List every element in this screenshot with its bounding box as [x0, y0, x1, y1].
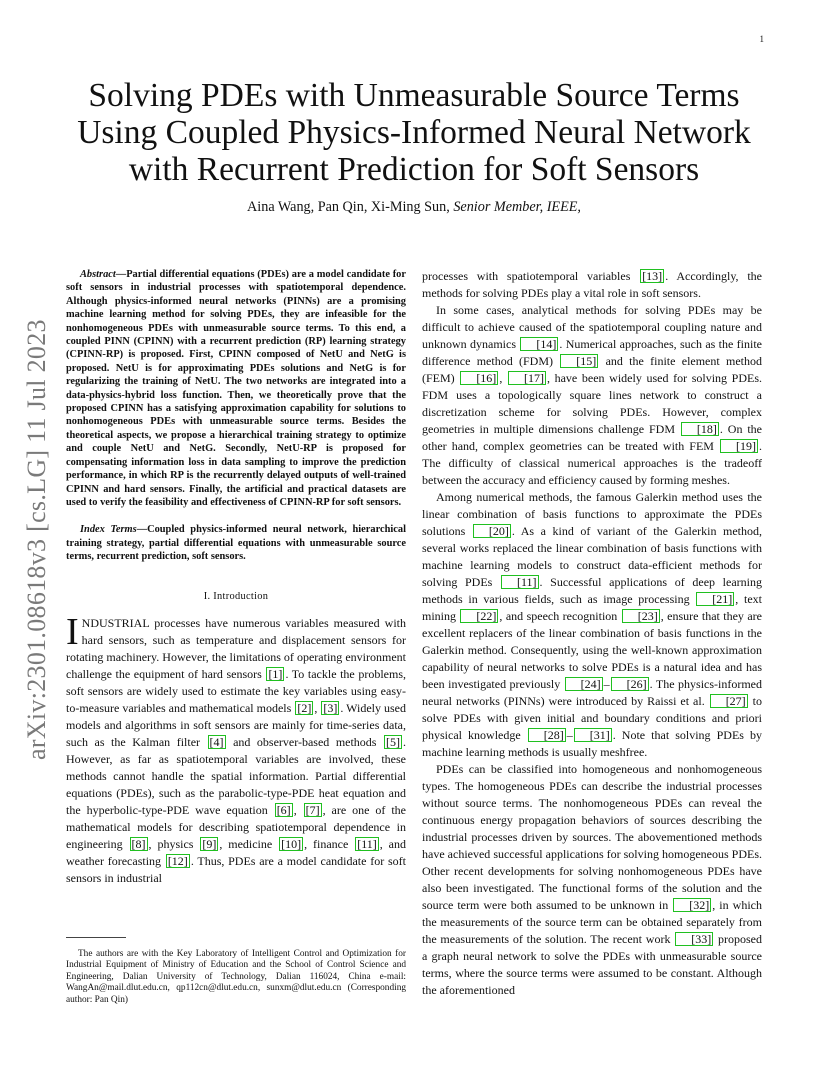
- intro-text: NDUSTRIAL processes have numerous variables measured with hard sensors, such as temperature and displacement sensors for rotating machinery. However, the limitations of operating environment challenge the equipment of hard sensors [1] . To tackle the problems, soft sensors are widely used to estimate the key variables using easy-to-measure variables and mathematical models [2] , [3] . Widely used models and algorithms in soft sensors are mainly for time-series data, such as the Kalman filter [4] and observer-based methods [5] . However, as far as spatiotemporal variables are involved, these methods cannot handle the spatial information. Partial differential equations (PDEs), such as the parabolic-type-PDE heat equation and the hyperbolic-type-PDE wave equation [6] , [7] , are one of the mathematical models for describing spatiotemporal dependence in engineering [8] , physics [9] , medicine [10] , finance [11] , and weather forecasting [12] . Thus, PDEs are a model candidate for soft sensors in industrial: [66, 615, 407, 885]
- citation-link[interactable]: [8]: [131, 836, 146, 851]
- citation-link[interactable]: [21]: [696, 592, 734, 606]
- index-terms-text: —Coupled physics-informed neural network, hierarchical training strategy, partial differential equations with unmeasurable source terms, recurrent prediction, soft sensors.: [66, 524, 406, 563]
- citation-link[interactable]: [15]: [560, 354, 598, 368]
- citation-link[interactable]: [10]: [281, 836, 302, 851]
- right-column: [422, 268, 762, 999]
- body-paragraph: In some cases, analytical methods for solving PDEs may be difficult to achieve caused of the spatiotemporal coupling nature and unknown dynamics [14] . Numerical approaches, such as the finite difference method (FDM) [15] and the finite element method (FEM) [16] , [17] , have been widely used for solving PDEs. FDM uses a topologically square lines network to construct a discretization scheme for solving PDEs. However, complex geometries in multiple dimensions challenge FDM [18] . On the other hand, complex geometries can be treated with FEM [19] . The difficulty of classical numerical approaches is the tradeoff between the accuracy and efficiency caused by forming meshes.: [422, 303, 763, 487]
- body-paragraph: Among numerical methods, the famous Galerkin method uses the linear combination of basis functions to approximate the PDEs solutions [20] . As a kind of variant of the Galerkin method, several works replaced the linear combination of basis functions with machine learning models to construct data-efficient methods for solving PDEs [11] . Successful applications of deep learning methods in various fields, such as image processing [21] , text mining [22] , and speech recognition [23] , ensure that they are excellent replacers of the linear combination of basis functions in the Galerkin method. Consequently, using the well-known approximation capability of neural networks to solve PDEs is a natural idea and has been investigated previously [24] – [26] . The physics-informed neural networks (PINNs) were introduced by Raissi et al. [27] to solve PDEs with given initial and boundary conditions and priori physical knowledge [28] – [31] . Note that solving PDEs by machine learning methods is usually meshfree.: [422, 490, 763, 759]
- citation-link[interactable]: [26]: [611, 677, 649, 691]
- citation-link[interactable]: [6]: [276, 802, 291, 817]
- drop-cap: I: [66, 610, 79, 653]
- author-membership: Senior Member, IEEE,: [453, 199, 581, 215]
- citation-link[interactable]: [24]: [565, 677, 603, 691]
- body-paragraph: PDEs can be classified into homogeneous and nonhomogeneous types. The homogeneous PDEs can describe the industrial processes without source terms. The nonhomogeneous PDEs can reveal the continuous energy propagation behaviors of sources describing the industrial processes driven by sources. The abovementioned methods have achieved successful applications for solving homogeneous PDEs. Other recent developments for solving nonhomogeneous PDEs have also been investigated. The functional forms of the solution and the source term were both assumed to be unknown in [32] , in which the measurements of the source term can be obtained separately from the measurements of the solution. The recent work [33] proposed a graph neural network to solve the PDEs with unmeasurable source terms, where the source terms were assumed to be constant. Although the aforementioned: [422, 762, 762, 997]
- page-number: 1: [759, 34, 764, 44]
- citation-link[interactable]: [27]: [710, 694, 748, 708]
- citation-link[interactable]: [9]: [202, 836, 217, 851]
- section-heading: I. Introduction: [203, 590, 269, 602]
- index-terms-label: Index Terms: [80, 524, 137, 536]
- citation-link[interactable]: [12]: [167, 853, 188, 868]
- paper-title: Solving PDEs with Unmeasurable Source Terms Using Coupled Physics-Informed Neural Network with Recurrent Prediction for Soft Sensors: [77, 77, 751, 188]
- citation-link[interactable]: [11]: [501, 575, 539, 589]
- abstract-paragraph: [66, 268, 406, 509]
- citation-link[interactable]: [11]: [357, 836, 377, 851]
- citation-link[interactable]: [17]: [508, 371, 546, 385]
- citation-link[interactable]: [3]: [323, 700, 338, 715]
- citation-link[interactable]: [32]: [673, 898, 711, 912]
- footnote-divider: [66, 937, 126, 938]
- author-names: Aina Wang, Pan Qin, Xi-Ming Sun,: [247, 199, 450, 215]
- citation-link[interactable]: [16]: [460, 371, 498, 385]
- abstract-text: —Partial differential equations (PDEs) are a model candidate for soft sensors in industrial processes with spatiotemporal dependence. Although physics-informed neural networks (PINNs) are a promising machine learning method for solving PDEs, they are infeasible for the nonhomogeneous PDEs with unmeasurable source terms. To this end, a coupled PINN (CPINN) with a recurrent prediction (RP) learning strategy (CPINN-RP) is proposed. First, CPINN composed of NetU and NetG is proposed. NetU is for approximating PDEs solutions and NetG is for regularizing the training of NetU. The two networks are integrated into a data-physics-hybrid loss function. Then, we theoretically prove that the proposed CPINN has a satisfying approximation capability for solutions to nonhomogeneous PDEs with unmeasurable source terms. Besides the theoretical aspects, we propose a hierarchical training strategy to optimize and couple NetU and NetG. Secondly, NetU-RP is proposed for compensating information loss in data sampling to improve the prediction performance, in which RP is the recurrently delayed outputs of well-trained CPINN and hard sensors. Finally, the artificial and practical datasets are used to verify the feasibility and effectiveness of CPINN-RP for soft sensors.: [66, 269, 406, 508]
- citation-link[interactable]: [1]: [268, 666, 283, 681]
- citation-link[interactable]: [20]: [473, 524, 511, 538]
- author-footnote: The authors are with the Key Laboratory of Intelligent Control and Optimization for Industrial Equipment of Ministry of Education and the School of Control Science and Engineering, Dalian University of Technology, Dalian 116024, China e-mail: WangAn@mail.dlut.edu.cn, qp112cn@dlut.edu.cn, sunxm@dlut.edu.cn (Corresponding author: Pan Qin): [66, 949, 406, 1005]
- index-terms-paragraph: [66, 523, 406, 563]
- citation-link[interactable]: [23]: [622, 609, 660, 623]
- left-column: [66, 268, 406, 887]
- abstract-label: Abstract: [80, 269, 116, 280]
- citation-link[interactable]: [13]: [642, 269, 663, 283]
- citation-link[interactable]: [28]: [528, 728, 566, 742]
- citation-link[interactable]: [5]: [386, 734, 400, 749]
- arxiv-stamp: arXiv:2301.08618v3 [cs.LG] 11 Jul 2023: [22, 319, 51, 760]
- citation-link[interactable]: [7]: [305, 802, 320, 817]
- citation-link[interactable]: [2]: [297, 700, 312, 715]
- citation-link[interactable]: [33]: [675, 932, 713, 946]
- body-paragraph: processes with spatiotemporal variables [13] . Accordingly, the methods for solving PDEs play a vital role in soft sensors.: [422, 269, 763, 300]
- citation-link[interactable]: [4]: [209, 734, 224, 749]
- intro-paragraph: [66, 610, 407, 887]
- citation-link[interactable]: [14]: [520, 337, 558, 351]
- citation-link[interactable]: [31]: [574, 728, 612, 742]
- author-line: [60, 199, 768, 216]
- citation-link[interactable]: [22]: [460, 609, 498, 623]
- citation-link[interactable]: [18]: [681, 422, 719, 436]
- citation-link[interactable]: [19]: [720, 439, 758, 453]
